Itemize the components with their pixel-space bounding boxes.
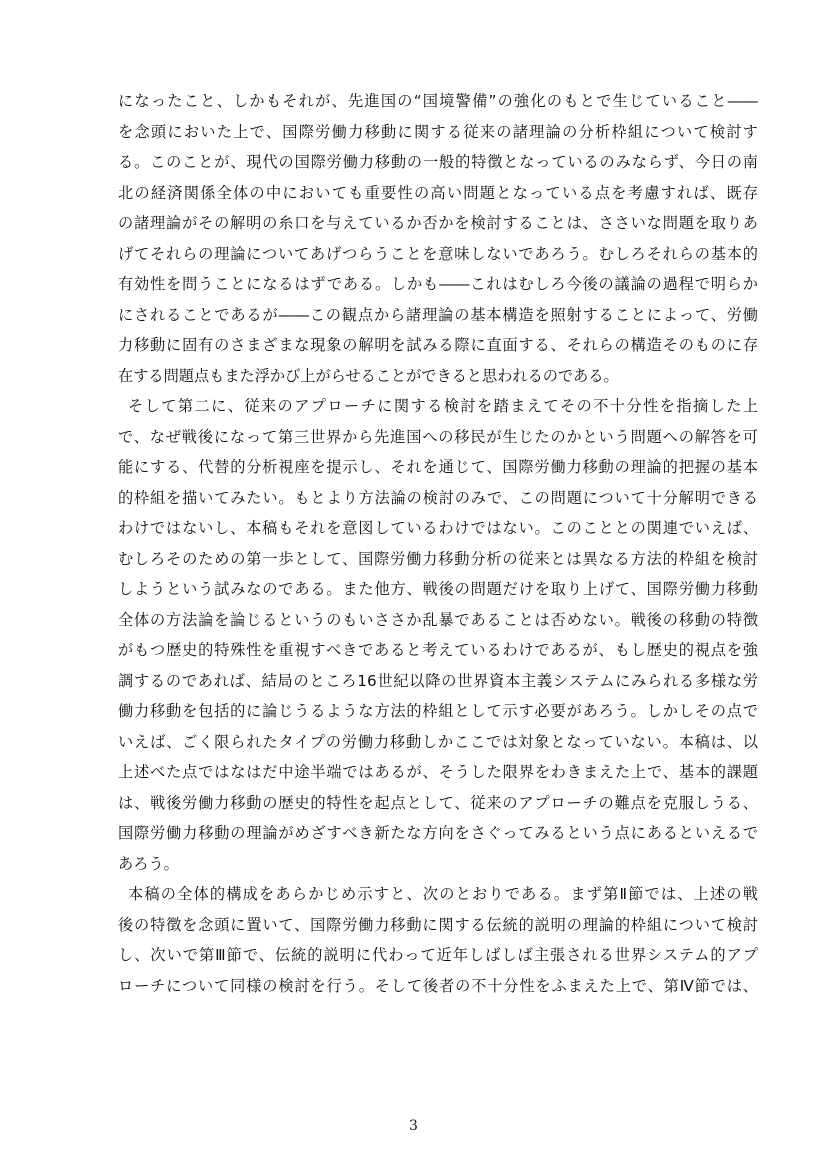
text-line: にされることであるが――この観点から諸理論の基本構造を照射することによって、労働 bbox=[118, 305, 758, 324]
text-line: 本稿の全体的構成をあらかじめ示すと、次のとおりである。まず第Ⅱ節では、上述の戦 bbox=[128, 885, 758, 903]
page-number: 3 bbox=[409, 1118, 418, 1134]
text-line: る。このことが、現代の国際労働力移動の一般的特徴となっているのみならず、今日の南 bbox=[118, 153, 758, 171]
text-line: を念頭においた上で、国際労働力移動に関する従来の諸理論の分析枠組について検討す bbox=[118, 122, 758, 141]
text-line: 上述べた点ではなはだ中途半端ではあるが、そうした限界をわきまえた上で、基本的課題 bbox=[118, 763, 758, 781]
text-line: 有効性を問うことになるはずである。しかも――これはむしろ今後の議論の過程で明らか bbox=[118, 275, 758, 293]
text-line: 的枠組を描いてみたい。もとより方法論の検討のみで、この問題について十分解明できる bbox=[118, 488, 758, 507]
text-line: 国際労働力移動の理論がめざすべき新たな方向をさぐってみるという点にあるといえるで bbox=[118, 824, 758, 842]
text-line: いえば、ごく限られたタイプの労働力移動しかここでは対象となっていない。本稿は、以 bbox=[118, 732, 758, 751]
text-line: 北の経済関係全体の中においても重要性の高い問題となっている点を考慮すれば、既存 bbox=[118, 183, 759, 202]
text-line: 働力移動を包括的に論じうるような方法的枠組として示す必要があろう。しかしその点で bbox=[118, 702, 758, 720]
text-line: 力移動に固有のさまざまな現象の解明を試みる際に直面する、それらの構造そのものに存 bbox=[118, 336, 758, 354]
text-line: ローチについて同様の検討を行う。そして後者の不十分性をふまえた上で、第Ⅳ節では、 bbox=[118, 976, 758, 995]
text-line: 全体の方法論を論じるというのもいささか乱暴であることは否めない。戦後の移動の特徴 bbox=[118, 610, 758, 629]
paragraph-1 bbox=[118, 86, 758, 391]
page-body bbox=[118, 86, 758, 1001]
text-line: の諸理論がその解明の糸口を与えているか否かを検討することは、ささいな問題を取りあ bbox=[118, 214, 758, 232]
text-line: は、戦後労働力移動の歴史的特性を起点として、従来のアプローチの難点を克服しうる、 bbox=[118, 793, 758, 812]
text-line: しようという試みなのである。また他方、戦後の問題だけを取り上げて、国際労働力移動 bbox=[118, 580, 758, 598]
text-line: げてそれらの理論についてあげつらうことを意味しないであろう。むしろそれらの基本的 bbox=[118, 244, 758, 263]
paragraph-2 bbox=[118, 391, 758, 879]
text-line: になったこと、しかもそれが、先進国の“国境警備”の強化のもとで生じていること―― bbox=[118, 92, 758, 110]
text-line: 能にする、代替的分析視座を提示し、それを通じて、国際労働力移動の理論的把握の基本 bbox=[118, 458, 758, 476]
text-line: むしろそのための第一歩として、国際労働力移動分析の従来とは異なる方法的枠組を検討 bbox=[118, 549, 758, 568]
text-line: あろう。 bbox=[118, 854, 179, 873]
text-line: そして第二に、従来のアプローチに関する検討を踏まえてその不十分性を指摘した上 bbox=[128, 397, 758, 415]
text-line: 調するのであれば、結局のところ16世紀以降の世界資本主義システムにみられる多様な労 bbox=[118, 671, 758, 690]
text-line: わけではないし、本稿もそれを意図しているわけではない。このこととの関連でいえば、 bbox=[118, 519, 758, 537]
text-line: 在する問題点もまた浮かび上がらせることができると思われるのである。 bbox=[118, 366, 619, 385]
text-line: で、なぜ戦後になって第三世界から先進国への移民が生じたのかという問題への解答を可 bbox=[118, 427, 758, 446]
text-line: し、次いで第Ⅲ節で、伝統的説明に代わって近年しばしば主張される世界システム的アプ bbox=[118, 946, 758, 964]
text-line: 後の特徴を念頭に置いて、国際労働力移動に関する伝統的説明の理論的枠組について検討 bbox=[118, 915, 758, 934]
paragraph-3 bbox=[118, 879, 758, 1001]
text-line: がもつ歴史的特殊性を重視すべきであると考えているわけであるが、もし歴史的視点を強 bbox=[118, 641, 758, 659]
